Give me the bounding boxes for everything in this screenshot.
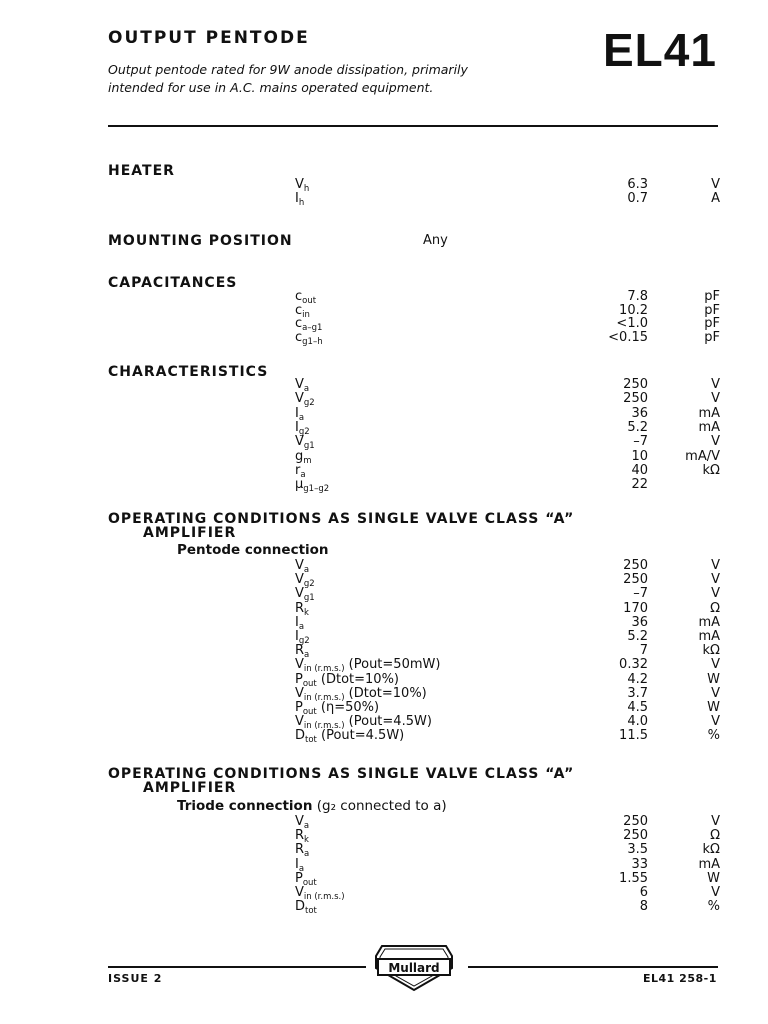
table-row (0, 643, 768, 661)
row-unit: % (707, 728, 720, 744)
table-row (0, 886, 768, 900)
row-value: 8 (639, 899, 648, 915)
row-unit: W (707, 700, 720, 715)
row-value: –7 (633, 586, 648, 602)
symbol-letter: I (295, 629, 299, 644)
symbol-subscript: a (303, 565, 310, 575)
logo-text: Mullard (388, 961, 440, 975)
footer-divider-right (468, 966, 718, 968)
table-row (0, 687, 768, 701)
symbol-letter: V (295, 814, 304, 829)
symbol-subscript: a (298, 621, 305, 632)
row-unit: V (711, 714, 720, 730)
symbol-letter: R (295, 643, 305, 659)
table-row (0, 858, 768, 872)
table-row (0, 407, 768, 421)
symbol-letter: V (295, 377, 304, 392)
row-unit: V (711, 434, 720, 450)
row-unit: V (711, 572, 720, 588)
row-unit: Ω (710, 600, 720, 616)
row-value: 4.2 (627, 671, 648, 687)
row-unit: V (711, 558, 720, 573)
row-unit: pF (704, 302, 720, 318)
symbol-letter: R (295, 600, 305, 616)
op2-subheading (177, 798, 447, 814)
row-unit: V (711, 586, 720, 602)
row-unit: mA (698, 629, 720, 644)
symbol-subscript: k (304, 607, 309, 618)
symbol-letter: V (295, 558, 304, 573)
row-value: 36 (631, 405, 648, 421)
table-row (0, 673, 768, 687)
table-row (0, 464, 768, 478)
row-unit: kΩ (702, 462, 720, 478)
symbol-letter: g (295, 448, 304, 464)
symbol-letter: V (295, 586, 304, 602)
symbol-letter: P (295, 870, 303, 886)
symbol-letter: V (295, 572, 304, 588)
row-unit: V (711, 377, 720, 392)
table-row (0, 290, 768, 304)
row-unit: W (707, 870, 720, 886)
row-unit: pF (704, 289, 720, 304)
op1-subheading: Pentode connection (177, 542, 329, 558)
mullard-shield-icon (372, 942, 456, 994)
row-value: 0.7 (627, 191, 648, 206)
symbol-subscript: in (302, 309, 310, 320)
row-value: 250 (623, 558, 648, 573)
header-divider (108, 125, 718, 127)
table-row (0, 434, 768, 452)
row-unit: kΩ (702, 842, 720, 858)
symbol-subscript: g1 (303, 593, 315, 604)
row-unit: V (711, 177, 720, 192)
symbol-subscript: a (303, 821, 310, 831)
row-value: 6.3 (627, 177, 648, 192)
symbol-letter: V (295, 434, 304, 450)
row-value: <0.15 (608, 329, 648, 345)
row-value: 3.7 (627, 685, 648, 701)
symbol-condition: (Dtot=10%) (344, 685, 427, 701)
symbol-letter: c (295, 329, 303, 345)
row-unit: mA (698, 405, 720, 421)
symbol-letter: R (295, 842, 305, 858)
row-value: 10.2 (619, 302, 648, 318)
symbol-letter: V (295, 177, 304, 192)
symbol-letter: c (295, 316, 303, 331)
symbol-subscript: in (r.m.s.) (303, 664, 345, 675)
symbol-subscript: a (298, 863, 305, 874)
symbol-letter: V (295, 714, 304, 730)
symbol-subscript: g2 (298, 636, 310, 646)
row-value: 10 (631, 448, 648, 464)
symbol-letter: P (295, 700, 303, 715)
symbol-subscript: tot (305, 906, 317, 917)
symbol-letter: V (295, 685, 304, 701)
row-value: 250 (623, 814, 648, 829)
symbol-subscript: a–g1 (302, 323, 323, 333)
mounting-value: Any (423, 233, 448, 248)
symbol-subscript: out (302, 678, 317, 689)
table-row (0, 630, 768, 644)
row-value: 250 (623, 572, 648, 588)
footer-code: EL41 258-1 (643, 972, 717, 985)
capacitances-heading: CAPACITANCES (108, 275, 238, 291)
row-value: 7.8 (627, 289, 648, 304)
symbol-letter: c (295, 289, 303, 304)
row-value: 11.5 (619, 728, 648, 744)
symbol-letter: R (295, 828, 305, 844)
row-symbol (295, 192, 304, 210)
row-unit: V (711, 391, 720, 407)
row-unit: V (711, 657, 720, 673)
symbol-condition: (η=50%) (316, 700, 380, 715)
row-value: 250 (623, 828, 648, 844)
model-number: EL41 (603, 24, 717, 76)
footer-divider-left (108, 966, 366, 968)
table-row (0, 450, 768, 464)
heater-heading: HEATER (108, 163, 175, 179)
symbol-letter: P (295, 671, 303, 687)
table-row (0, 559, 768, 573)
symbol-letter: I (295, 191, 299, 206)
row-value: –7 (633, 434, 648, 450)
row-value: 170 (623, 600, 648, 616)
table-row (0, 657, 768, 675)
symbol-subscript: g1 (303, 441, 315, 452)
table-row (0, 192, 768, 206)
symbol-subscript: h (303, 184, 310, 194)
symbol-letter: D (295, 899, 306, 915)
symbol-subscript: in (r.m.s.) (303, 892, 345, 902)
characteristics-heading: CHARACTERISTICS (108, 364, 269, 380)
row-value: 3.5 (627, 842, 648, 858)
row-symbol (295, 478, 329, 496)
op1-heading-line-2: AMPLIFIER (143, 525, 237, 541)
row-symbol (295, 331, 323, 349)
symbol-letter: μ (295, 477, 304, 493)
row-unit: W (707, 671, 720, 687)
symbol-letter: I (295, 856, 299, 872)
symbol-subscript: g2 (303, 579, 315, 590)
symbol-subscript: g1–h (302, 336, 323, 347)
symbol-letter: V (295, 391, 304, 407)
symbol-subscript: g2 (303, 398, 315, 409)
description (108, 61, 588, 97)
row-value: 5.2 (627, 629, 648, 644)
mullard-logo (372, 942, 456, 998)
op2-subheading-note: (g₂ connected to a) (312, 798, 447, 814)
row-value: 4.0 (627, 714, 648, 730)
symbol-subscript: k (304, 835, 309, 846)
symbol-subscript: tot (305, 735, 317, 746)
row-value: 250 (623, 377, 648, 392)
symbol-letter: I (295, 614, 299, 630)
row-value: 33 (631, 856, 648, 872)
table-row (0, 728, 768, 746)
symbol-subscript: h (298, 198, 305, 208)
page-title: OUTPUT PENTODE (108, 28, 310, 48)
row-unit: mA/V (685, 448, 720, 464)
table-row (0, 701, 768, 715)
row-value: 5.2 (627, 419, 648, 435)
symbol-letter: I (295, 419, 299, 435)
symbol-subscript: out (302, 877, 317, 888)
symbol-subscript: g2 (298, 426, 310, 437)
symbol-subscript: in (r.m.s.) (303, 692, 345, 703)
row-unit: mA (698, 856, 720, 872)
row-unit: mA (698, 419, 720, 435)
symbol-subscript: g1–g2 (303, 484, 330, 495)
symbol-subscript: a (298, 412, 305, 423)
symbol-subscript: out (302, 707, 317, 717)
description-line-2: intended for use in A.C. mains operated equipment. (108, 80, 434, 95)
row-value: 4.5 (627, 700, 648, 715)
symbol-letter: D (295, 728, 306, 744)
symbol-condition: (Pout=50mW) (344, 657, 441, 673)
table-row (0, 572, 768, 590)
table-row (0, 178, 768, 192)
symbol-letter: V (295, 657, 304, 673)
op1-heading-line-1: OPERATING CONDITIONS AS SINGLE VALVE CLASS “A” (108, 511, 575, 527)
symbol-subscript: a (300, 469, 306, 480)
row-value: 22 (631, 477, 648, 493)
table-row (0, 331, 768, 345)
table-row (0, 714, 768, 732)
symbol-letter: c (295, 302, 303, 318)
table-row (0, 304, 768, 318)
symbol-letter: V (295, 885, 304, 900)
symbol-condition: (Dtot=10%) (316, 671, 399, 687)
table-row (0, 421, 768, 435)
mounting-heading: MOUNTING POSITION (108, 233, 293, 249)
table-row (0, 317, 768, 331)
row-value: 36 (631, 614, 648, 630)
row-unit: pF (704, 316, 720, 331)
table-row (0, 602, 768, 616)
row-unit: % (707, 899, 720, 915)
row-unit: V (711, 685, 720, 701)
row-unit: V (711, 885, 720, 900)
op2-heading-line-1: OPERATING CONDITIONS AS SINGLE VALVE CLASS “A” (108, 766, 575, 782)
row-symbol (295, 729, 404, 747)
row-value: 0.32 (619, 657, 648, 673)
description-line-1: Output pentode rated for 9W anode dissipation, primarily (108, 62, 468, 77)
row-symbol (295, 900, 317, 918)
row-value: 40 (631, 462, 648, 478)
table-row (0, 828, 768, 846)
op2-subheading-text: Triode connection (177, 798, 313, 814)
table-row (0, 586, 768, 604)
symbol-subscript: a (303, 384, 310, 394)
row-unit: Ω (710, 828, 720, 844)
table-row (0, 477, 768, 495)
row-unit: V (711, 814, 720, 829)
symbol-subscript: m (303, 455, 312, 466)
row-unit: pF (704, 329, 720, 345)
row-unit: A (711, 191, 720, 206)
row-value: <1.0 (616, 316, 648, 331)
table-row (0, 899, 768, 917)
symbol-condition: (Pout=4.5W) (316, 728, 405, 744)
table-row (0, 616, 768, 630)
issue-label: ISSUE 2 (108, 972, 163, 985)
table-row (0, 872, 768, 886)
table-row (0, 378, 768, 392)
symbol-subscript: a (304, 650, 310, 661)
symbol-subscript: in (r.m.s.) (303, 721, 345, 732)
row-unit: kΩ (702, 643, 720, 659)
symbol-subscript: a (304, 849, 310, 860)
symbol-condition: (Pout=4.5W) (344, 714, 432, 730)
table-row (0, 815, 768, 829)
symbol-letter: r (295, 462, 301, 478)
row-value: 250 (623, 391, 648, 407)
row-unit: mA (698, 614, 720, 630)
row-value: 1.55 (619, 870, 648, 886)
symbol-letter: I (295, 405, 299, 421)
row-value: 6 (639, 885, 648, 900)
op2-heading-line-2: AMPLIFIER (143, 780, 237, 796)
symbol-subscript: out (302, 296, 317, 306)
row-value: 7 (639, 643, 648, 659)
table-row (0, 842, 768, 860)
table-row (0, 391, 768, 409)
